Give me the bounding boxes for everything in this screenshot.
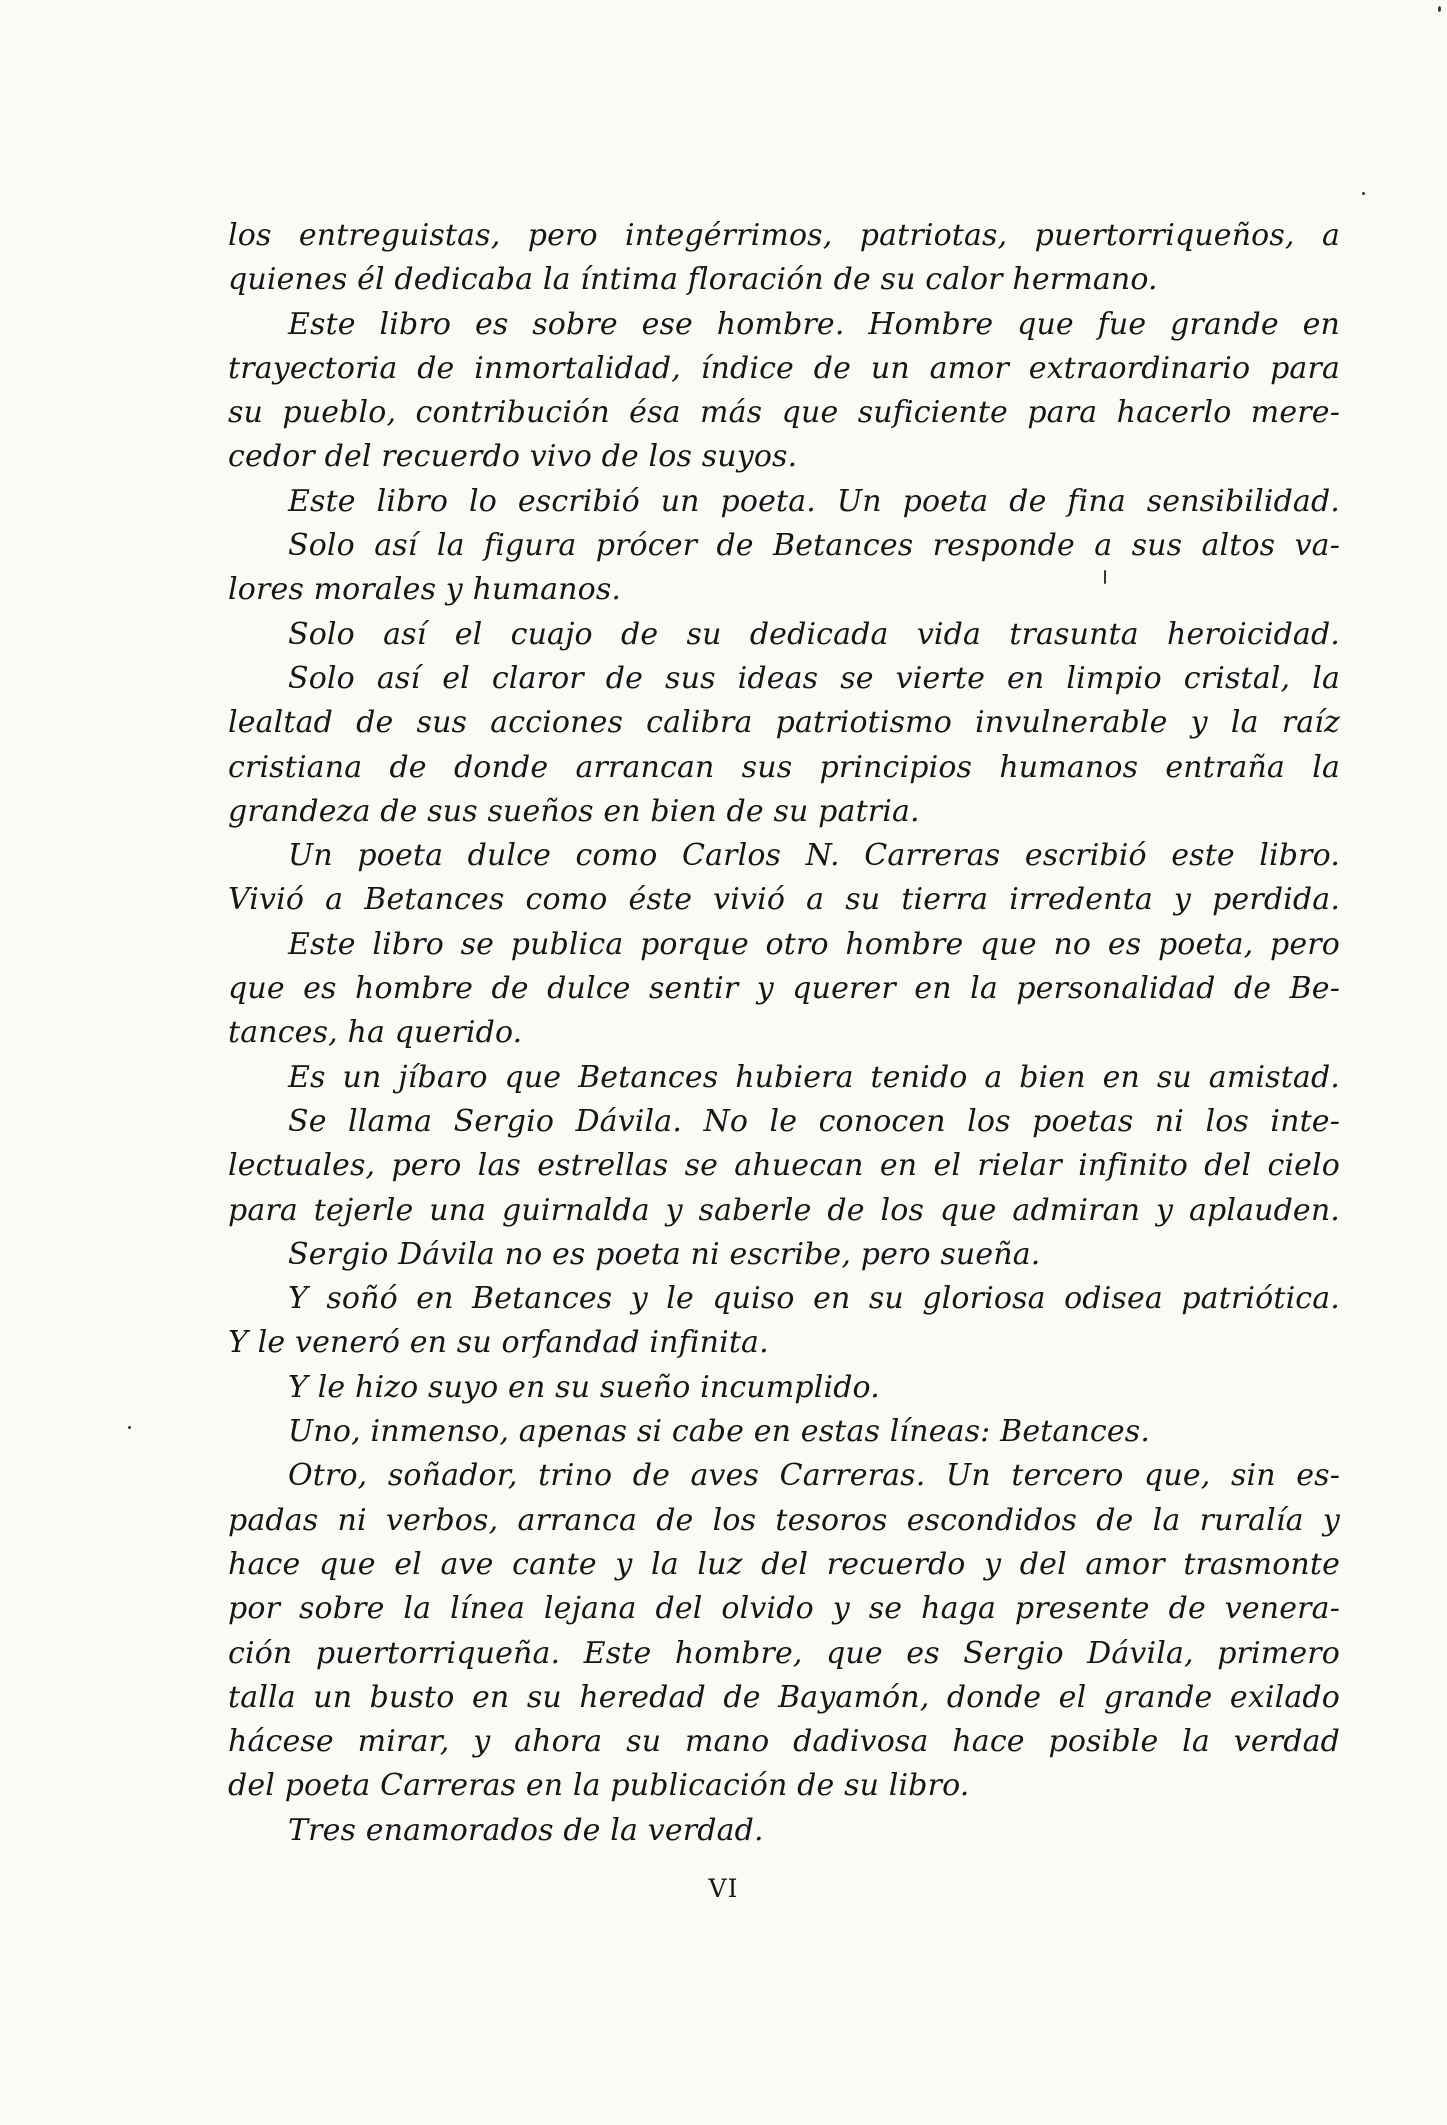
paper-speck: [1104, 570, 1106, 584]
text-line: Un poeta dulce como Carlos N. Carreras escribió este libro.: [288, 838, 1340, 874]
text-line: Vivió a Betances como éste vivió a su tierra irredenta y perdida.: [228, 882, 1340, 918]
text-line: cedor del recuerdo vivo de los suyos.: [228, 439, 798, 475]
text-line: hace que el ave cante y la luz del recuerdo y del amor trasmonte: [228, 1546, 1340, 1582]
text-line: Este libro se publica porque otro hombre que no es poeta, pero: [288, 926, 1340, 962]
text-line: por sobre la línea lejana del olvido y se haga presente de venera-: [228, 1591, 1340, 1627]
text-line: ción puertorriqueña. Este hombre, que es Sergio Dávila, primero: [228, 1635, 1340, 1671]
text-line: padas ni verbos, arranca de los tesoros escondidos de la ruralía y: [228, 1502, 1340, 1538]
page-number: VI: [708, 1874, 739, 1903]
text-line: Sergio Dávila no es poeta ni escribe, pero sueña.: [288, 1236, 1041, 1272]
text-line: Solo así el claror de sus ideas se vierte en limpio cristal, la: [288, 660, 1340, 696]
text-line: Es un jíbaro que Betances hubiera tenido a bien en su amistad.: [288, 1059, 1340, 1095]
text-line: los entreguistas, pero integérrimos, patriotas, puertorriqueños, a: [228, 218, 1340, 253]
paper-speck: [1438, 6, 1441, 12]
text-line: que es hombre de dulce sentir y querer en la personalidad de Be-: [228, 971, 1340, 1007]
paper-speck: [1362, 192, 1365, 195]
text-line: grandeza de sus sueños en bien de su patria.: [228, 793, 920, 829]
text-line: lores morales y humanos.: [228, 572, 622, 608]
text-line: para tejerle una guirnalda y saberle de los que admiran y aplauden.: [228, 1192, 1340, 1228]
text-line: Se llama Sergio Dávila. No le conocen los poetas ni los inte-: [288, 1103, 1340, 1139]
text-line: Este libro lo escribió un poeta. Un poeta de fina sensibilidad.: [288, 483, 1340, 519]
body-text: [228, 214, 1340, 1853]
text-line: del poeta Carreras en la publicación de su libro.: [228, 1768, 970, 1804]
text-line: trayectoria de inmortalidad, índice de un amor extraordinario para: [228, 350, 1340, 386]
text-line: Solo así la figura prócer de Betances responde a sus altos va-: [288, 528, 1340, 564]
text-line: Solo así el cuajo de su dedicada vida trasunta heroicidad.: [288, 616, 1340, 652]
text-line: talla un busto en su heredad de Bayamón, donde el grande exilado: [228, 1679, 1340, 1715]
text-line: quienes él dedicaba la íntima floración de su calor hermano.: [228, 262, 1158, 298]
text-line: Uno, inmenso, apenas si cabe en estas líneas: Betances.: [288, 1414, 1151, 1450]
text-line: Y le veneró en su orfandad infinita.: [228, 1325, 769, 1361]
text-line: Tres enamorados de la verdad.: [288, 1812, 764, 1848]
text-line: lectuales, pero las estrellas se ahuecan en el rielar infinito del cielo: [228, 1148, 1340, 1184]
text-line: tances, ha querido.: [228, 1015, 523, 1051]
text-line: hácese mirar, y ahora su mano dadivosa hace posible la verdad: [228, 1724, 1340, 1760]
paper-speck: [128, 1426, 131, 1429]
text-line: cristiana de donde arrancan sus principios humanos entraña la: [228, 749, 1340, 785]
text-line: su pueblo, contribución ésa más que suficiente para hacerlo mere-: [228, 395, 1340, 431]
text-line: Este libro es sobre ese hombre. Hombre que fue grande en: [288, 306, 1340, 342]
text-line: lealtad de sus acciones calibra patriotismo invulnerable y la raíz: [228, 705, 1340, 741]
text-line: Y soñó en Betances y le quiso en su gloriosa odisea patriótica.: [288, 1281, 1340, 1317]
text-line: Otro, soñador, trino de aves Carreras. Un tercero que, sin es-: [288, 1458, 1340, 1494]
text-line: Y le hizo suyo en su sueño incumplido.: [288, 1369, 880, 1405]
